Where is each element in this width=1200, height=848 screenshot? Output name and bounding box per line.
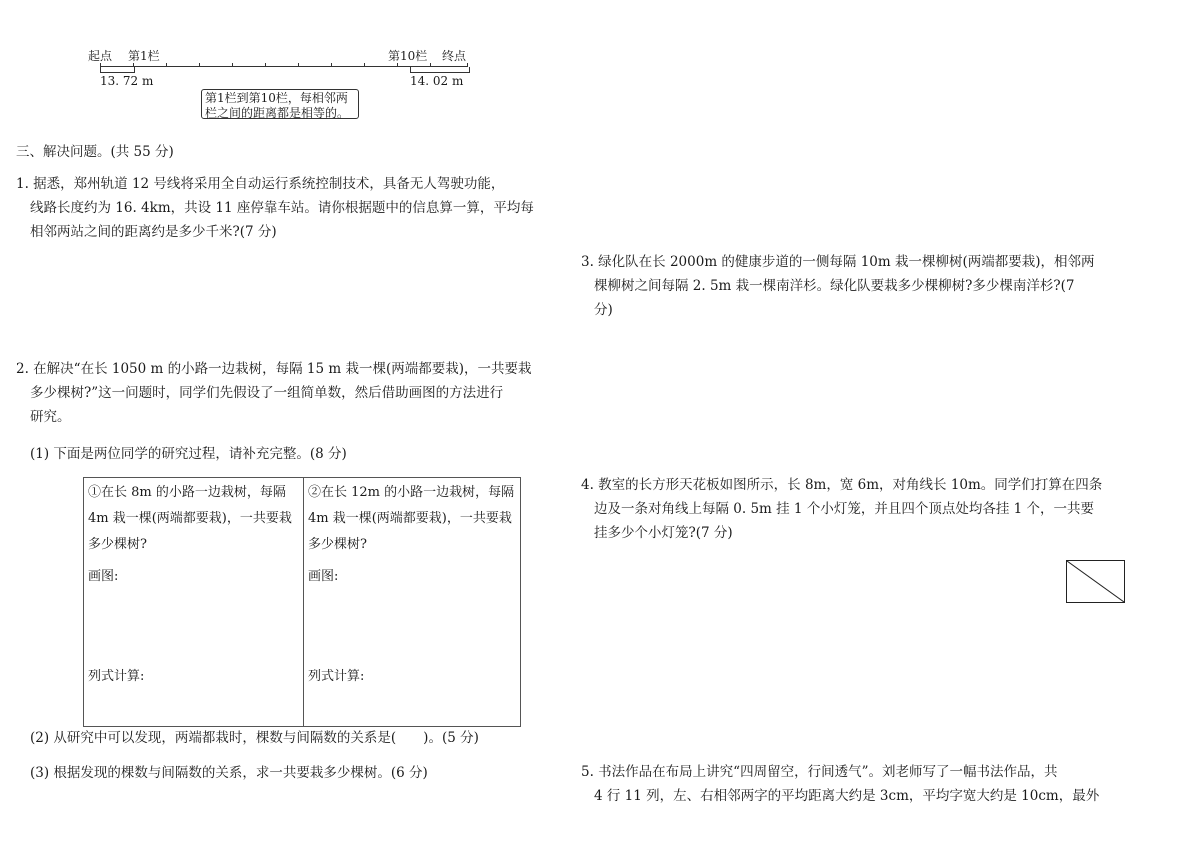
- end-label: 终点: [442, 49, 467, 63]
- q4-line-1: 4. 教室的长方形天花板如图所示，长 8m，宽 6m，对角线长 10m。同学们打算在四条: [581, 477, 1103, 493]
- tick: [199, 63, 200, 67]
- tick: [364, 63, 365, 67]
- start-brace: [100, 67, 135, 73]
- first-hurdle-label: 第1栏: [128, 49, 160, 63]
- q2-sub-1: (1) 下面是两位同学的研究过程，请补充完整。(8 分): [30, 446, 347, 462]
- q1-line-1: 1. 据悉，郑州轨道 12 号线将采用全自动运行系统控制技术，具备无人驾驶功能，: [16, 176, 505, 192]
- tick: [166, 63, 167, 67]
- ceiling-rectangle-diagram: [1066, 560, 1125, 603]
- q2-sub-3: (3) 根据发现的棵数与间隔数的关系，求一共要栽多少棵树。(6 分): [30, 765, 428, 781]
- end-brace: [410, 67, 470, 73]
- q2-line-1: 2. 在解决“在长 1050 m 的小路一边栽树，每隔 15 m 栽一棵(两端都要栽)，一共要栽: [16, 361, 532, 377]
- section-title: 三、解决问题。(共 55 分): [16, 144, 174, 160]
- q3-line-2: 棵柳树之间每隔 2. 5m 栽一棵南洋杉。绿化队要栽多少棵柳树?多少棵南洋杉?(7: [594, 278, 1075, 294]
- calc-label-1: 列式计算:: [88, 669, 145, 684]
- tick: [397, 63, 398, 67]
- note-line-2: 栏之间的距离都是相等的。: [205, 106, 350, 120]
- q3-line-3: 分): [594, 302, 613, 318]
- q4-line-3: 挂多少个小灯笼?(7 分): [594, 525, 733, 541]
- tick: [331, 63, 332, 67]
- calc-label-2: 列式计算:: [308, 669, 365, 684]
- q4-line-2: 边及一条对角线上每隔 0. 5m 挂 1 个小灯笼，并且四个顶点处均各挂 1 个，一共要: [594, 501, 1094, 517]
- diagonal-line: [1067, 561, 1124, 602]
- figure-note: [201, 89, 359, 119]
- draw-label-1: 画图:: [88, 569, 119, 584]
- research-cell-2-question: ②在长 12m 的小路一边栽树，每隔 4m 栽一棵(两端都要栽)，一共要栽多少棵树?: [308, 485, 515, 552]
- tenth-hurdle-label: 第10栏: [388, 49, 428, 63]
- start-label: 起点: [88, 49, 113, 63]
- research-cell-2: [303, 478, 522, 726]
- research-table: [83, 477, 521, 727]
- note-line-1: 第1栏到第10栏，每相邻两: [205, 91, 348, 105]
- start-distance: 13. 72 m: [100, 74, 154, 88]
- tick: [232, 63, 233, 67]
- tick: [265, 63, 266, 67]
- q5-line-1: 5. 书法作品在布局上讲究“四周留空，行间透气”。刘老师写了一幅书法作品，共: [581, 764, 1058, 780]
- draw-label-2: 画图:: [308, 569, 339, 584]
- tick: [298, 63, 299, 67]
- q2-sub-2: (2) 从研究中可以发现，两端都栽时，棵数与间隔数的关系是( )。(5 分): [30, 730, 479, 746]
- q3-line-1: 3. 绿化队在长 2000m 的健康步道的一侧每隔 10m 栽一棵柳树(两端都要栽)，相邻两: [581, 254, 1095, 270]
- q1-line-2: 线路长度约为 16. 4km，共设 11 座停靠车站。请你根据题中的信息算一算，平均每: [30, 200, 534, 216]
- q2-line-3: 研究。: [30, 409, 71, 425]
- research-cell-1-question: ①在长 8m 的小路一边栽树，每隔 4m 栽一棵(两端都要栽)，一共要栽多少棵树?: [88, 485, 292, 552]
- q1-line-3: 相邻两站之间的距离约是多少千米?(7 分): [30, 224, 277, 240]
- end-distance: 14. 02 m: [410, 74, 464, 88]
- q5-line-2: 4 行 11 列，左、右相邻两字的平均距离大约是 3cm，平均字宽大约是 10cm，最外: [594, 788, 1100, 804]
- q2-line-2: 多少棵树?”这一问题时，同学们先假设了一组简单数，然后借助画图的方法进行: [30, 385, 504, 401]
- research-cell-1: [84, 478, 303, 726]
